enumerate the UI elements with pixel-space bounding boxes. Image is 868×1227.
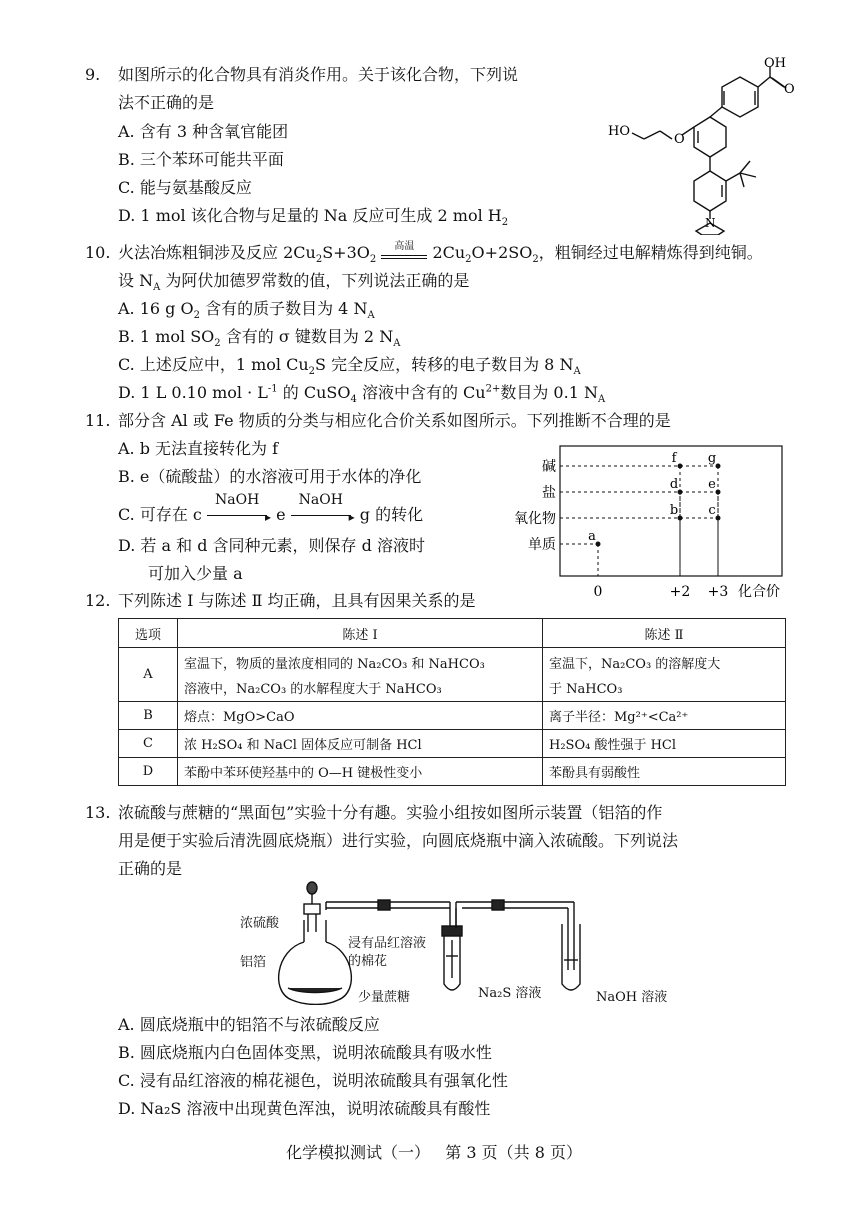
q13-line1: 浓硫酸与蔗糖的“黑面包”实验十分有趣。实验小组按如图所示装置（铝箔的作 — [118, 803, 663, 822]
q11-y-category-label: 单质 — [528, 537, 556, 553]
q12-stem: 下列陈述 Ⅰ 与陈述 Ⅱ 均正确，且具有因果关系的是 — [118, 591, 476, 610]
q11-option-a: A. b 无法直接转化为 f — [118, 439, 279, 458]
q9-n-label: N — [705, 216, 716, 230]
q13-label-acid: 浓硫酸 — [240, 916, 280, 931]
q11-point-label: g — [707, 451, 717, 466]
q11-point-d — [678, 490, 683, 495]
q12-row-c-statement1: 浓 H₂SO₄ 和 NaCl 固体反应可制备 HCl — [178, 730, 543, 758]
q9-option-b: B. 三个苯环可能共平面 — [118, 150, 284, 169]
q10-condition: 高温 — [394, 240, 415, 252]
q12-row-a-option: A — [119, 648, 178, 702]
q13-label-foil: 铝箔 — [240, 955, 267, 970]
q10-number: 10. — [85, 243, 111, 262]
q11-point-c — [716, 516, 721, 521]
q11-point-label: f — [671, 451, 677, 466]
q11-arrow-2: NaOH ▸ — [291, 505, 355, 524]
q10-line1: 火法冶炼粗铜涉及反应 $2Cu_2S+3O_2$ 高温 $2Cu_2O+2SO_2$，粗铜经过电解精炼得到纯铜。 — [118, 243, 763, 262]
q11-y-category-label: 盐 — [542, 485, 556, 501]
q11-option-b: B. e（硫酸盐）的水溶液可用于水体的净化 — [118, 467, 422, 486]
table-row — [119, 702, 786, 730]
q9-stem-line1: 如图所示的化合物具有消炎作用。关于该化合物，下列说 — [118, 65, 519, 84]
q11-x-axis-label: 化合价 — [738, 584, 780, 600]
q9-ho-label: HO — [608, 124, 630, 139]
q12-header-statement1: 陈述 Ⅰ — [178, 619, 543, 648]
q9-option-a: A. 含有 3 种含氧官能团 — [118, 122, 289, 141]
q10-line2: 设 $N_A$ 为阿伏加德罗常数的值，下列说法正确的是 — [118, 271, 470, 294]
q13-label-naoh: NaOH 溶液 — [596, 990, 668, 1005]
q13-line3: 正确的是 — [118, 859, 183, 878]
q10-option-d: D. 1 L 0.10 mol · $L^{-1}$ 的 CuSO$_4$ 溶液中含有的 $Cu^{2+}$数目为 0.1 $N_A$ — [118, 383, 606, 406]
q11-x-tick-label: 0 — [593, 584, 603, 600]
q11-point-label: c — [708, 503, 716, 518]
q11-option-c: C. 可存在 c NaOH ▸ e NaOH ▸ g 的转化 — [118, 492, 424, 524]
q9-ether-o-label: O — [674, 132, 685, 147]
q11-y-category-label: 碱 — [542, 459, 556, 475]
table-row — [119, 758, 786, 786]
q12-header-statement2: 陈述 Ⅱ — [543, 619, 786, 648]
q9-molecule-structure — [600, 55, 800, 235]
q12-row-a-statement2: 室温下，Na₂CO₃ 的溶解度大 于 NaHCO₃ — [543, 648, 786, 702]
q12-row-b-statement2: 离子半径：Mg²⁺<Ca²⁺ — [543, 702, 786, 730]
q11-number: 11. — [85, 411, 111, 430]
q10-option-a: A. 16 g $O_2$ 含有的质子数目为 4 $N_A$ — [118, 299, 375, 322]
q11-point-b — [678, 516, 683, 521]
q9-option-d: D. 1 mol 该化合物与足量的 Na 反应可生成 2 mol $H_2$ — [118, 206, 509, 229]
q12-row-d-option: D — [119, 758, 178, 786]
q11-stem: 部分含 Al 或 Fe 物质的分类与相应化合价关系如图所示。下列推断不合理的是 — [118, 411, 671, 430]
q11-x-tick-label: +3 — [707, 584, 729, 600]
page-footer: 化学模拟测试（一） 第 3 页（共 8 页） — [286, 1143, 582, 1162]
q11-valence-chart — [500, 440, 790, 605]
q13-option-a: A. 圆底烧瓶中的铝箔不与浓硫酸反应 — [118, 1015, 380, 1034]
q12-row-d-statement1: 苯酚中苯环使羟基中的 O—H 键极性变小 — [178, 758, 543, 786]
q12-row-a-statement1: 室温下，物质的量浓度相同的 Na₂CO₃ 和 NaHCO₃ 溶液中，Na₂CO₃ 的水解程度大于 NaHCO₃ — [178, 648, 543, 702]
q12-row-c-option: C — [119, 730, 178, 758]
q13-number: 13. — [85, 803, 111, 822]
q13-label-cotton-line1: 浸有品红溶液 — [348, 936, 427, 951]
q9-number: 9. — [85, 65, 101, 84]
q12-header-option: 选项 — [119, 619, 178, 648]
q11-option-d-line1: D. 若 a 和 d 含同种元素，则保存 d 溶液时 — [118, 536, 425, 555]
q10-option-c: C. 上述反应中，1 mol $Cu_2S$ 完全反应，转移的电子数目为 8 $N_A$ — [118, 355, 581, 378]
table-row — [119, 730, 786, 758]
q13-label-sugar: 少量蔗糖 — [358, 990, 411, 1005]
q11-x-tick-label: +2 — [669, 584, 691, 600]
q11-point-f — [678, 464, 683, 469]
q13-option-d: D. Na₂S 溶液中出现黄色浑浊，说明浓硫酸具有酸性 — [118, 1099, 491, 1118]
q13-line2: 用是便于实验后清洗圆底烧瓶）进行实验，向圆底烧瓶中滴入浓硫酸。下列说法 — [118, 831, 679, 850]
q12-row-b-option: B — [119, 702, 178, 730]
q11-point-e — [716, 490, 721, 495]
table-row — [119, 648, 786, 702]
q11-arrow-1: NaOH ▸ — [207, 505, 271, 524]
q11-point-g — [716, 464, 721, 469]
q11-option-d-line2: 可加入少量 a — [148, 564, 243, 583]
q9-carbonyl-o-label: O — [784, 82, 795, 97]
q9-oh-label: OH — [764, 56, 786, 71]
q12-table — [118, 618, 786, 786]
q12-row-c-statement2: H₂SO₄ 酸性强于 HCl — [543, 730, 786, 758]
q10-option-b: B. 1 mol $SO_2$ 含有的 σ 键数目为 2 $N_A$ — [118, 327, 401, 350]
q13-option-b: B. 圆底烧瓶内白色固体变黑，说明浓硫酸具有吸水性 — [118, 1043, 492, 1062]
q11-point-label: b — [669, 503, 679, 518]
q12-row-d-statement2: 苯酚具有弱酸性 — [543, 758, 786, 786]
q12-number: 12. — [85, 591, 111, 610]
q13-label-cotton-line2: 的棉花 — [348, 954, 388, 969]
q11-point-label: a — [588, 529, 596, 544]
q11-y-category-label: 氧化物 — [514, 511, 556, 527]
q9-option-c: C. 能与氨基酸反应 — [118, 178, 252, 197]
q13-label-na2s: Na₂S 溶液 — [478, 986, 542, 1001]
q11-point-label: d — [669, 477, 679, 492]
q11-point-label: e — [708, 477, 716, 492]
q9-stem-line2: 法不正确的是 — [118, 93, 215, 112]
q11-point-a — [596, 542, 601, 547]
q13-option-c: C. 浸有品红溶液的棉花褪色，说明浓硫酸具有强氧化性 — [118, 1071, 508, 1090]
q12-table-header — [119, 619, 786, 648]
q12-row-b-statement1: 熔点：MgO>CaO — [178, 702, 543, 730]
